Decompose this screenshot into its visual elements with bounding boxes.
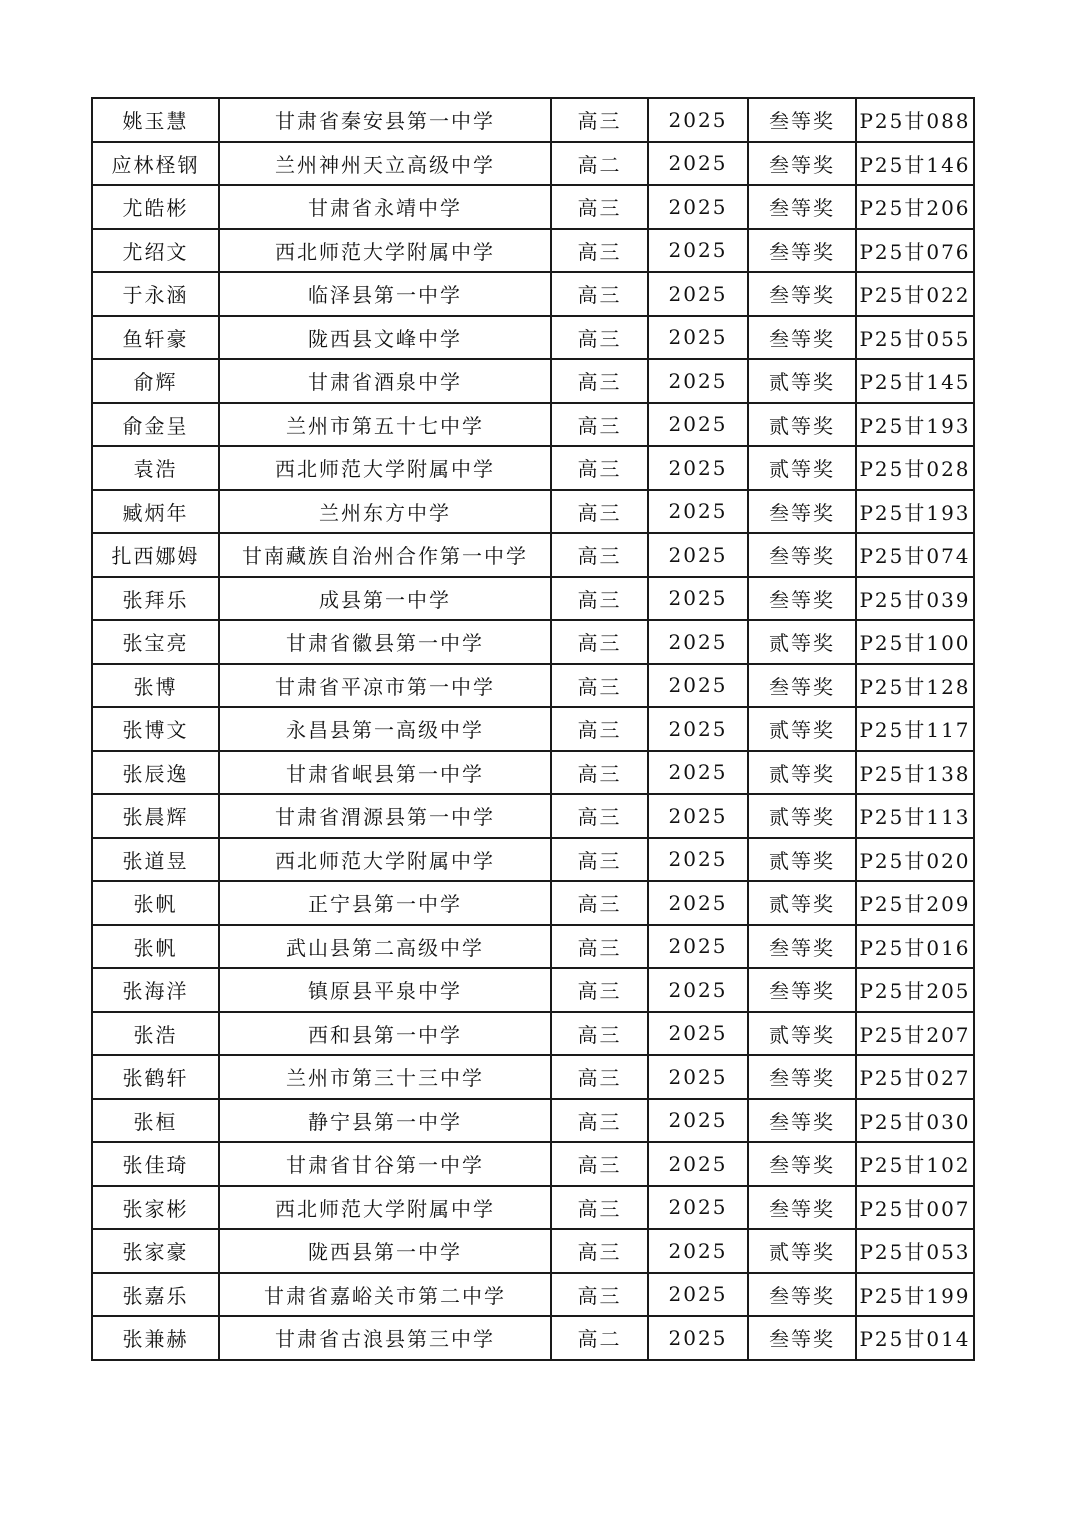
certificate-number-cell: P25甘128 <box>856 664 974 708</box>
award-level-cell: 叁等奖 <box>748 185 856 229</box>
school-cell: 甘肃省徽县第一中学 <box>219 620 551 664</box>
school-cell: 武山县第二高级中学 <box>219 925 551 969</box>
student-name-cell: 张兼赫 <box>92 1316 219 1360</box>
certificate-number-cell: P25甘053 <box>856 1229 974 1273</box>
school-cell: 西北师范大学附属中学 <box>219 229 551 273</box>
table-row <box>92 359 974 403</box>
grade-cell: 高二 <box>551 1316 648 1360</box>
certificate-number-cell: P25甘028 <box>856 446 974 490</box>
year-cell: 2025 <box>648 142 748 186</box>
award-level-cell: 叁等奖 <box>748 142 856 186</box>
award-level-cell: 贰等奖 <box>748 707 856 751</box>
year-cell: 2025 <box>648 359 748 403</box>
grade-cell: 高三 <box>551 185 648 229</box>
school-cell: 成县第一中学 <box>219 577 551 621</box>
certificate-number-cell: P25甘020 <box>856 838 974 882</box>
certificate-number-cell: P25甘102 <box>856 1142 974 1186</box>
certificate-number-cell: P25甘030 <box>856 1099 974 1143</box>
grade-cell: 高三 <box>551 272 648 316</box>
award-level-cell: 贰等奖 <box>748 881 856 925</box>
school-cell: 甘南藏族自治州合作第一中学 <box>219 533 551 577</box>
student-name-cell: 张鹤轩 <box>92 1055 219 1099</box>
certificate-number-cell: P25甘193 <box>856 403 974 447</box>
student-name-cell: 张海洋 <box>92 968 219 1012</box>
student-name-cell: 张佳琦 <box>92 1142 219 1186</box>
table-row <box>92 98 974 142</box>
school-cell: 甘肃省渭源县第一中学 <box>219 794 551 838</box>
student-name-cell: 张帆 <box>92 925 219 969</box>
table-row <box>92 403 974 447</box>
grade-cell: 高三 <box>551 1229 648 1273</box>
award-table-body <box>92 98 974 1360</box>
certificate-number-cell: P25甘100 <box>856 620 974 664</box>
year-cell: 2025 <box>648 881 748 925</box>
student-name-cell: 应林柽钢 <box>92 142 219 186</box>
table-row <box>92 142 974 186</box>
grade-cell: 高三 <box>551 707 648 751</box>
award-level-cell: 贰等奖 <box>748 446 856 490</box>
table-row <box>92 577 974 621</box>
award-level-cell: 叁等奖 <box>748 577 856 621</box>
student-name-cell: 尤绍文 <box>92 229 219 273</box>
student-name-cell: 张道昱 <box>92 838 219 882</box>
award-level-cell: 贰等奖 <box>748 403 856 447</box>
certificate-number-cell: P25甘113 <box>856 794 974 838</box>
year-cell: 2025 <box>648 185 748 229</box>
grade-cell: 高三 <box>551 794 648 838</box>
certificate-number-cell: P25甘022 <box>856 272 974 316</box>
year-cell: 2025 <box>648 1186 748 1230</box>
year-cell: 2025 <box>648 707 748 751</box>
school-cell: 兰州市第五十七中学 <box>219 403 551 447</box>
student-name-cell: 于永涵 <box>92 272 219 316</box>
table-row <box>92 707 974 751</box>
grade-cell: 高三 <box>551 446 648 490</box>
award-level-cell: 贰等奖 <box>748 359 856 403</box>
year-cell: 2025 <box>648 316 748 360</box>
award-level-cell: 贰等奖 <box>748 838 856 882</box>
school-cell: 甘肃省永靖中学 <box>219 185 551 229</box>
certificate-number-cell: P25甘199 <box>856 1273 974 1317</box>
student-name-cell: 张宝亮 <box>92 620 219 664</box>
year-cell: 2025 <box>648 403 748 447</box>
award-level-cell: 叁等奖 <box>748 1099 856 1143</box>
student-name-cell: 张家彬 <box>92 1186 219 1230</box>
certificate-number-cell: P25甘145 <box>856 359 974 403</box>
school-cell: 兰州东方中学 <box>219 490 551 534</box>
certificate-number-cell: P25甘076 <box>856 229 974 273</box>
table-row <box>92 925 974 969</box>
certificate-number-cell: P25甘209 <box>856 881 974 925</box>
award-level-cell: 叁等奖 <box>748 1186 856 1230</box>
year-cell: 2025 <box>648 490 748 534</box>
grade-cell: 高三 <box>551 1186 648 1230</box>
year-cell: 2025 <box>648 1012 748 1056</box>
grade-cell: 高二 <box>551 142 648 186</box>
certificate-number-cell: P25甘088 <box>856 98 974 142</box>
certificate-number-cell: P25甘027 <box>856 1055 974 1099</box>
award-level-cell: 贰等奖 <box>748 794 856 838</box>
school-cell: 甘肃省岷县第一中学 <box>219 751 551 795</box>
table-row <box>92 533 974 577</box>
year-cell: 2025 <box>648 272 748 316</box>
student-name-cell: 俞金呈 <box>92 403 219 447</box>
grade-cell: 高三 <box>551 229 648 273</box>
student-name-cell: 袁浩 <box>92 446 219 490</box>
year-cell: 2025 <box>648 577 748 621</box>
table-row <box>92 1142 974 1186</box>
student-name-cell: 张家豪 <box>92 1229 219 1273</box>
student-name-cell: 张拜乐 <box>92 577 219 621</box>
year-cell: 2025 <box>648 1273 748 1317</box>
year-cell: 2025 <box>648 1142 748 1186</box>
grade-cell: 高三 <box>551 577 648 621</box>
grade-cell: 高三 <box>551 881 648 925</box>
student-name-cell: 张博文 <box>92 707 219 751</box>
school-cell: 兰州市第三十三中学 <box>219 1055 551 1099</box>
table-row <box>92 1055 974 1099</box>
table-row <box>92 794 974 838</box>
student-name-cell: 扎西娜姆 <box>92 533 219 577</box>
grade-cell: 高三 <box>551 1099 648 1143</box>
school-cell: 静宁县第一中学 <box>219 1099 551 1143</box>
student-name-cell: 俞辉 <box>92 359 219 403</box>
award-level-cell: 叁等奖 <box>748 968 856 1012</box>
certificate-number-cell: P25甘207 <box>856 1012 974 1056</box>
table-row <box>92 751 974 795</box>
table-row <box>92 1229 974 1273</box>
year-cell: 2025 <box>648 1055 748 1099</box>
table-row <box>92 1186 974 1230</box>
award-level-cell: 贰等奖 <box>748 1012 856 1056</box>
student-name-cell: 张晨辉 <box>92 794 219 838</box>
grade-cell: 高三 <box>551 490 648 534</box>
grade-cell: 高三 <box>551 98 648 142</box>
table-row <box>92 1012 974 1056</box>
school-cell: 西北师范大学附属中学 <box>219 1186 551 1230</box>
year-cell: 2025 <box>648 838 748 882</box>
table-row <box>92 446 974 490</box>
grade-cell: 高三 <box>551 316 648 360</box>
year-cell: 2025 <box>648 794 748 838</box>
year-cell: 2025 <box>648 446 748 490</box>
certificate-number-cell: P25甘014 <box>856 1316 974 1360</box>
award-level-cell: 叁等奖 <box>748 1142 856 1186</box>
grade-cell: 高三 <box>551 838 648 882</box>
award-level-cell: 叁等奖 <box>748 1055 856 1099</box>
school-cell: 镇原县平泉中学 <box>219 968 551 1012</box>
grade-cell: 高三 <box>551 359 648 403</box>
student-name-cell: 姚玉慧 <box>92 98 219 142</box>
school-cell: 甘肃省古浪县第三中学 <box>219 1316 551 1360</box>
table-row <box>92 229 974 273</box>
student-name-cell: 张辰逸 <box>92 751 219 795</box>
award-level-cell: 叁等奖 <box>748 925 856 969</box>
award-level-cell: 叁等奖 <box>748 490 856 534</box>
school-cell: 甘肃省酒泉中学 <box>219 359 551 403</box>
year-cell: 2025 <box>648 98 748 142</box>
school-cell: 陇西县文峰中学 <box>219 316 551 360</box>
award-level-cell: 贰等奖 <box>748 751 856 795</box>
certificate-number-cell: P25甘138 <box>856 751 974 795</box>
award-level-cell: 叁等奖 <box>748 316 856 360</box>
table-row <box>92 664 974 708</box>
table-row <box>92 1273 974 1317</box>
school-cell: 甘肃省秦安县第一中学 <box>219 98 551 142</box>
certificate-number-cell: P25甘205 <box>856 968 974 1012</box>
year-cell: 2025 <box>648 533 748 577</box>
year-cell: 2025 <box>648 620 748 664</box>
year-cell: 2025 <box>648 1099 748 1143</box>
certificate-number-cell: P25甘146 <box>856 142 974 186</box>
school-cell: 甘肃省甘谷第一中学 <box>219 1142 551 1186</box>
award-level-cell: 叁等奖 <box>748 664 856 708</box>
school-cell: 西北师范大学附属中学 <box>219 446 551 490</box>
certificate-number-cell: P25甘074 <box>856 533 974 577</box>
grade-cell: 高三 <box>551 1012 648 1056</box>
student-name-cell: 张帆 <box>92 881 219 925</box>
table-row <box>92 272 974 316</box>
school-cell: 永昌县第一高级中学 <box>219 707 551 751</box>
year-cell: 2025 <box>648 751 748 795</box>
student-name-cell: 张嘉乐 <box>92 1273 219 1317</box>
table-row <box>92 881 974 925</box>
table-row <box>92 1316 974 1360</box>
certificate-number-cell: P25甘055 <box>856 316 974 360</box>
grade-cell: 高三 <box>551 1273 648 1317</box>
year-cell: 2025 <box>648 229 748 273</box>
student-name-cell: 张浩 <box>92 1012 219 1056</box>
grade-cell: 高三 <box>551 533 648 577</box>
year-cell: 2025 <box>648 1316 748 1360</box>
grade-cell: 高三 <box>551 620 648 664</box>
grade-cell: 高三 <box>551 751 648 795</box>
award-level-cell: 叁等奖 <box>748 98 856 142</box>
school-cell: 兰州神州天立高级中学 <box>219 142 551 186</box>
student-name-cell: 尤皓彬 <box>92 185 219 229</box>
award-level-cell: 叁等奖 <box>748 1273 856 1317</box>
table-row <box>92 968 974 1012</box>
school-cell: 西北师范大学附属中学 <box>219 838 551 882</box>
table-row <box>92 838 974 882</box>
award-table <box>91 97 975 1361</box>
certificate-number-cell: P25甘117 <box>856 707 974 751</box>
student-name-cell: 张桓 <box>92 1099 219 1143</box>
student-name-cell: 臧炳年 <box>92 490 219 534</box>
student-name-cell: 张博 <box>92 664 219 708</box>
table-row <box>92 1099 974 1143</box>
year-cell: 2025 <box>648 925 748 969</box>
school-cell: 甘肃省平凉市第一中学 <box>219 664 551 708</box>
certificate-number-cell: P25甘007 <box>856 1186 974 1230</box>
award-level-cell: 贰等奖 <box>748 1229 856 1273</box>
grade-cell: 高三 <box>551 968 648 1012</box>
year-cell: 2025 <box>648 1229 748 1273</box>
grade-cell: 高三 <box>551 925 648 969</box>
certificate-number-cell: P25甘016 <box>856 925 974 969</box>
table-row <box>92 185 974 229</box>
award-level-cell: 叁等奖 <box>748 272 856 316</box>
school-cell: 正宁县第一中学 <box>219 881 551 925</box>
school-cell: 陇西县第一中学 <box>219 1229 551 1273</box>
year-cell: 2025 <box>648 968 748 1012</box>
grade-cell: 高三 <box>551 1142 648 1186</box>
table-row <box>92 490 974 534</box>
table-row <box>92 620 974 664</box>
school-cell: 甘肃省嘉峪关市第二中学 <box>219 1273 551 1317</box>
school-cell: 西和县第一中学 <box>219 1012 551 1056</box>
certificate-number-cell: P25甘039 <box>856 577 974 621</box>
grade-cell: 高三 <box>551 1055 648 1099</box>
school-cell: 临泽县第一中学 <box>219 272 551 316</box>
table-row <box>92 316 974 360</box>
student-name-cell: 鱼轩豪 <box>92 316 219 360</box>
grade-cell: 高三 <box>551 403 648 447</box>
certificate-number-cell: P25甘206 <box>856 185 974 229</box>
grade-cell: 高三 <box>551 664 648 708</box>
award-level-cell: 叁等奖 <box>748 1316 856 1360</box>
certificate-number-cell: P25甘193 <box>856 490 974 534</box>
award-level-cell: 贰等奖 <box>748 620 856 664</box>
award-level-cell: 叁等奖 <box>748 533 856 577</box>
award-level-cell: 叁等奖 <box>748 229 856 273</box>
year-cell: 2025 <box>648 664 748 708</box>
